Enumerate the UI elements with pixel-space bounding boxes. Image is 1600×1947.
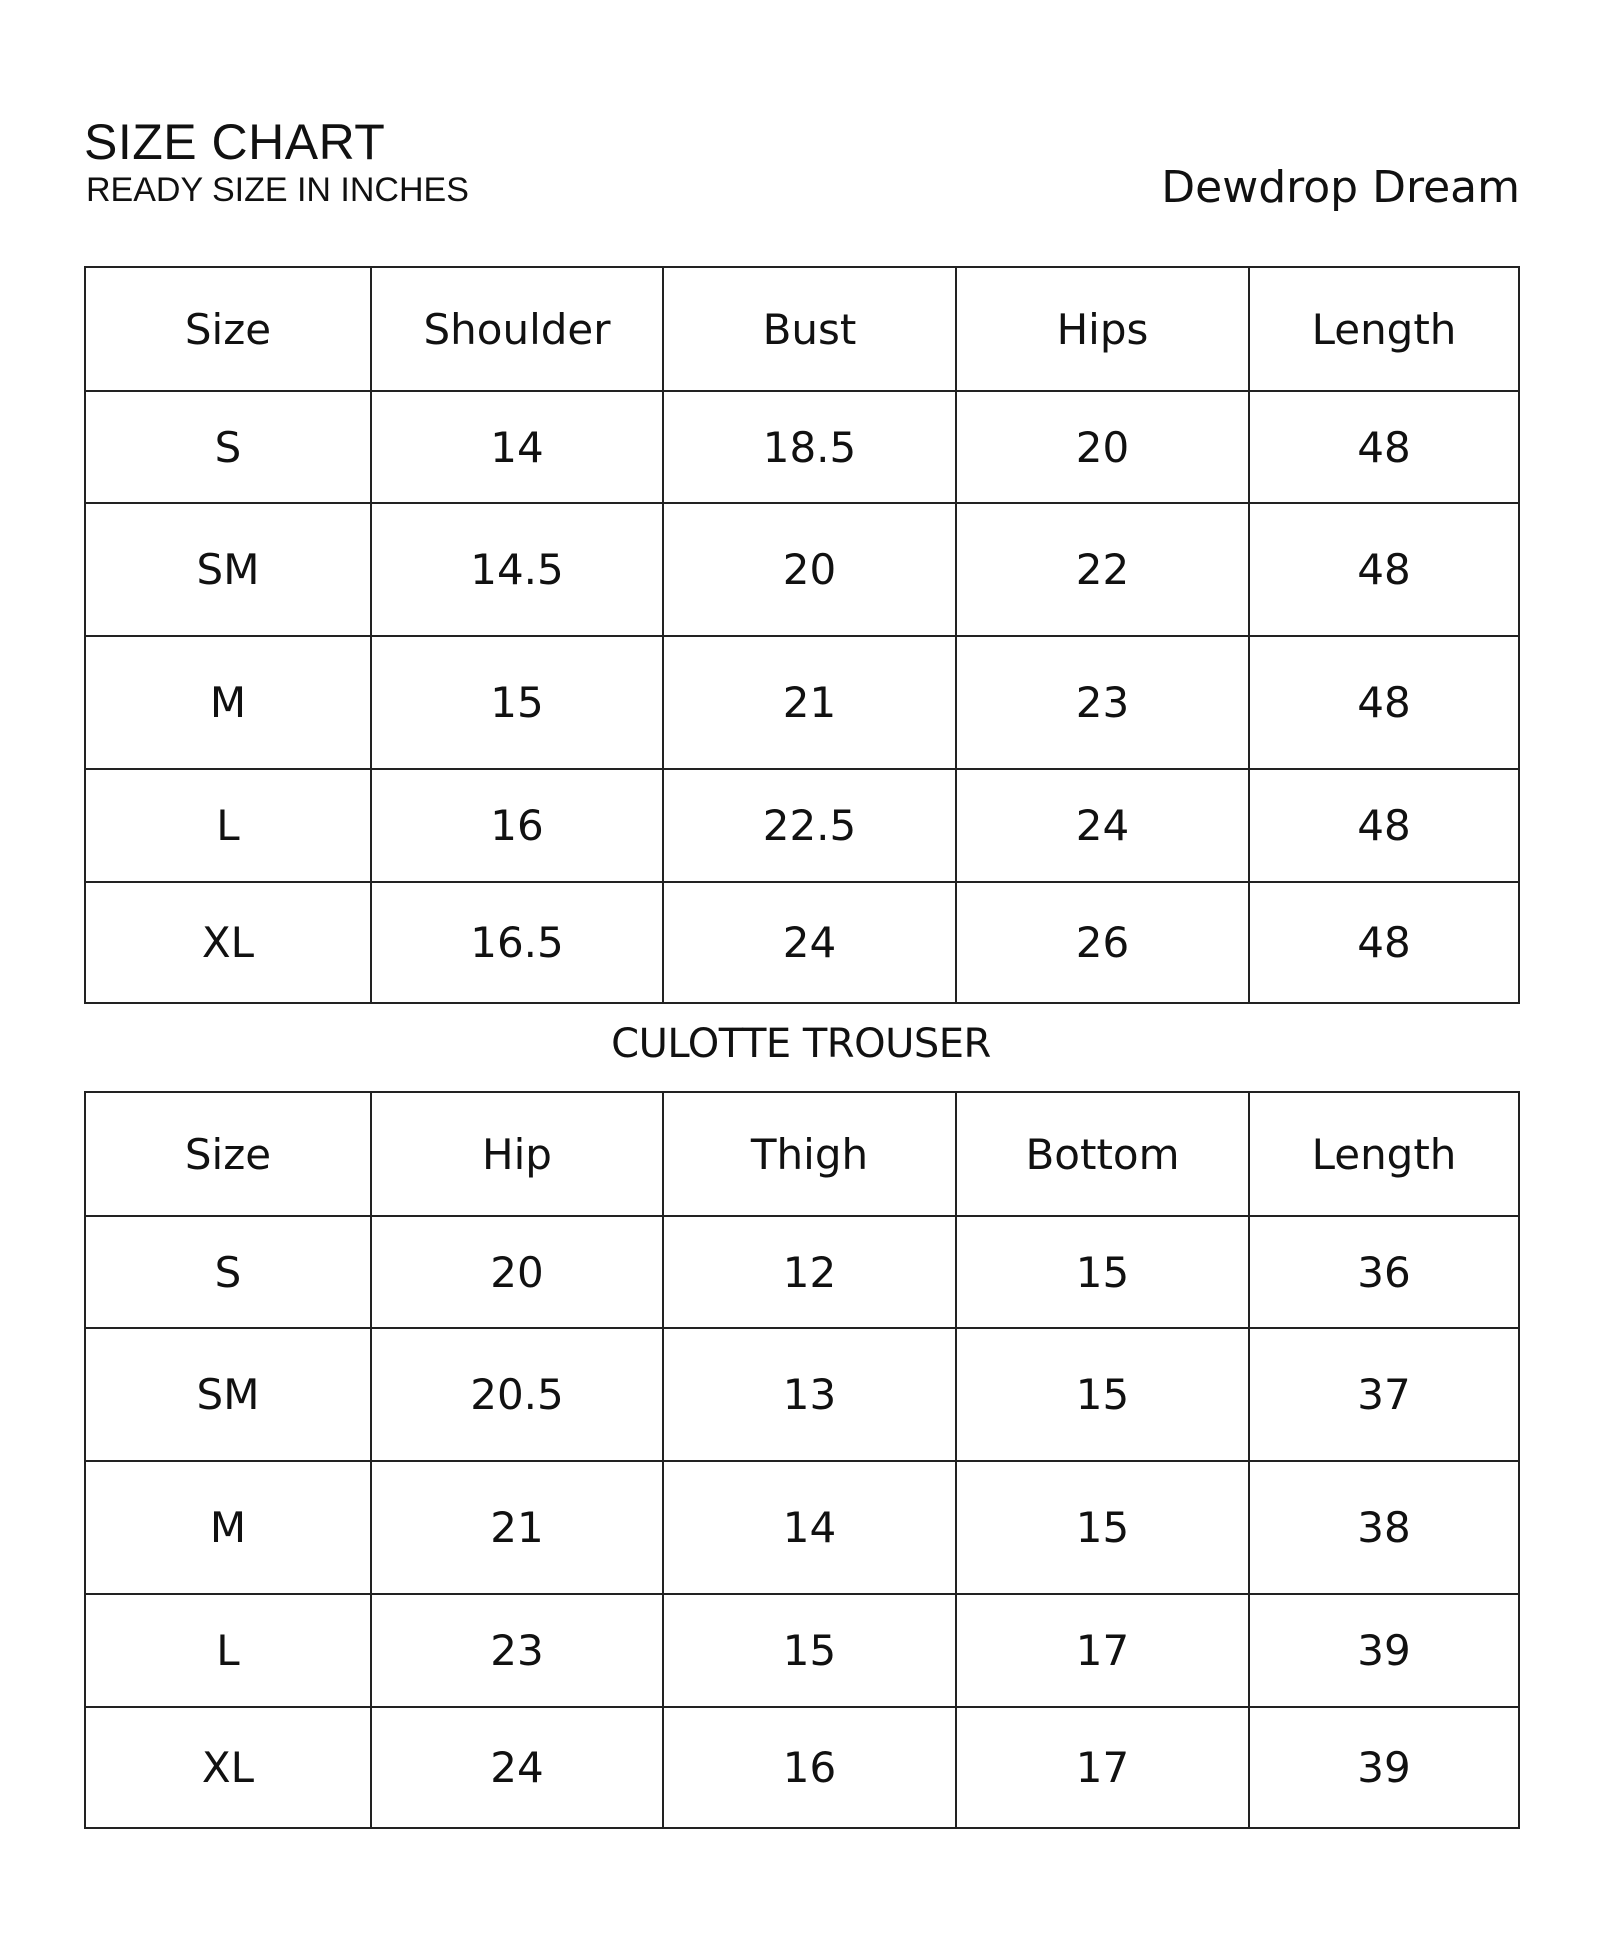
column-header: Thigh	[663, 1092, 956, 1216]
table-cell: S	[85, 391, 371, 503]
table-cell: 39	[1249, 1707, 1519, 1828]
brand-name: Dewdrop Dream	[1161, 162, 1520, 213]
table-row	[85, 1594, 1519, 1707]
table-cell: 20.5	[371, 1328, 663, 1461]
table-cell: 38	[1249, 1461, 1519, 1594]
table-cell: 21	[371, 1461, 663, 1594]
table-cell: 12	[663, 1216, 956, 1328]
top-size-table	[84, 266, 1520, 1004]
table-cell: 37	[1249, 1328, 1519, 1461]
table-cell: 20	[956, 391, 1249, 503]
table-cell: L	[85, 769, 371, 882]
table-cell: 15	[663, 1594, 956, 1707]
table-cell: 15	[371, 636, 663, 769]
table-header-row	[85, 267, 1519, 391]
column-header: Hip	[371, 1092, 663, 1216]
table-cell: 48	[1249, 503, 1519, 636]
table-cell: 24	[371, 1707, 663, 1828]
table-cell: 24	[663, 882, 956, 1003]
table-row	[85, 636, 1519, 769]
table-cell: 48	[1249, 769, 1519, 882]
table-cell: 48	[1249, 391, 1519, 503]
table-row	[85, 1328, 1519, 1461]
table-row	[85, 1461, 1519, 1594]
column-header: Bottom	[956, 1092, 1249, 1216]
table-cell: 23	[956, 636, 1249, 769]
column-header: Length	[1249, 1092, 1519, 1216]
table-cell: 13	[663, 1328, 956, 1461]
page-subtitle: READY SIZE IN INCHES	[86, 171, 469, 209]
table-row	[85, 769, 1519, 882]
table-cell: 15	[956, 1216, 1249, 1328]
table-cell: L	[85, 1594, 371, 1707]
column-header: Size	[85, 1092, 371, 1216]
table-cell: XL	[85, 1707, 371, 1828]
table-row	[85, 1707, 1519, 1828]
bottom-size-table	[84, 1091, 1520, 1829]
table-cell: 26	[956, 882, 1249, 1003]
table-cell: M	[85, 636, 371, 769]
table-cell: 14	[663, 1461, 956, 1594]
table-header-row	[85, 1092, 1519, 1216]
table-cell: 17	[956, 1707, 1249, 1828]
column-header: Shoulder	[371, 267, 663, 391]
table-cell: XL	[85, 882, 371, 1003]
table-cell: SM	[85, 1328, 371, 1461]
table-cell: 17	[956, 1594, 1249, 1707]
table-cell: 36	[1249, 1216, 1519, 1328]
table-cell: 20	[663, 503, 956, 636]
table-cell: S	[85, 1216, 371, 1328]
section-title: CULOTTE TROUSER	[611, 1021, 991, 1067]
table-cell: 18.5	[663, 391, 956, 503]
table-cell: 23	[371, 1594, 663, 1707]
table-cell: 21	[663, 636, 956, 769]
column-header: Length	[1249, 267, 1519, 391]
column-header: Hips	[956, 267, 1249, 391]
table-cell: 20	[371, 1216, 663, 1328]
table-cell: 48	[1249, 636, 1519, 769]
table-cell: 22	[956, 503, 1249, 636]
table-cell: 14.5	[371, 503, 663, 636]
table-cell: 24	[956, 769, 1249, 882]
table-cell: 16	[663, 1707, 956, 1828]
table-cell: 16.5	[371, 882, 663, 1003]
table-cell: 16	[371, 769, 663, 882]
table-cell: 15	[956, 1461, 1249, 1594]
table-row	[85, 882, 1519, 1003]
table-cell: 14	[371, 391, 663, 503]
table-cell: M	[85, 1461, 371, 1594]
column-header: Size	[85, 267, 371, 391]
table-cell: 39	[1249, 1594, 1519, 1707]
table-row	[85, 391, 1519, 503]
table-cell: 48	[1249, 882, 1519, 1003]
table-cell: 15	[956, 1328, 1249, 1461]
table-cell: SM	[85, 503, 371, 636]
table-cell: 22.5	[663, 769, 956, 882]
column-header: Bust	[663, 267, 956, 391]
page-title: SIZE CHART	[84, 114, 386, 170]
table-row	[85, 1216, 1519, 1328]
table-row	[85, 503, 1519, 636]
